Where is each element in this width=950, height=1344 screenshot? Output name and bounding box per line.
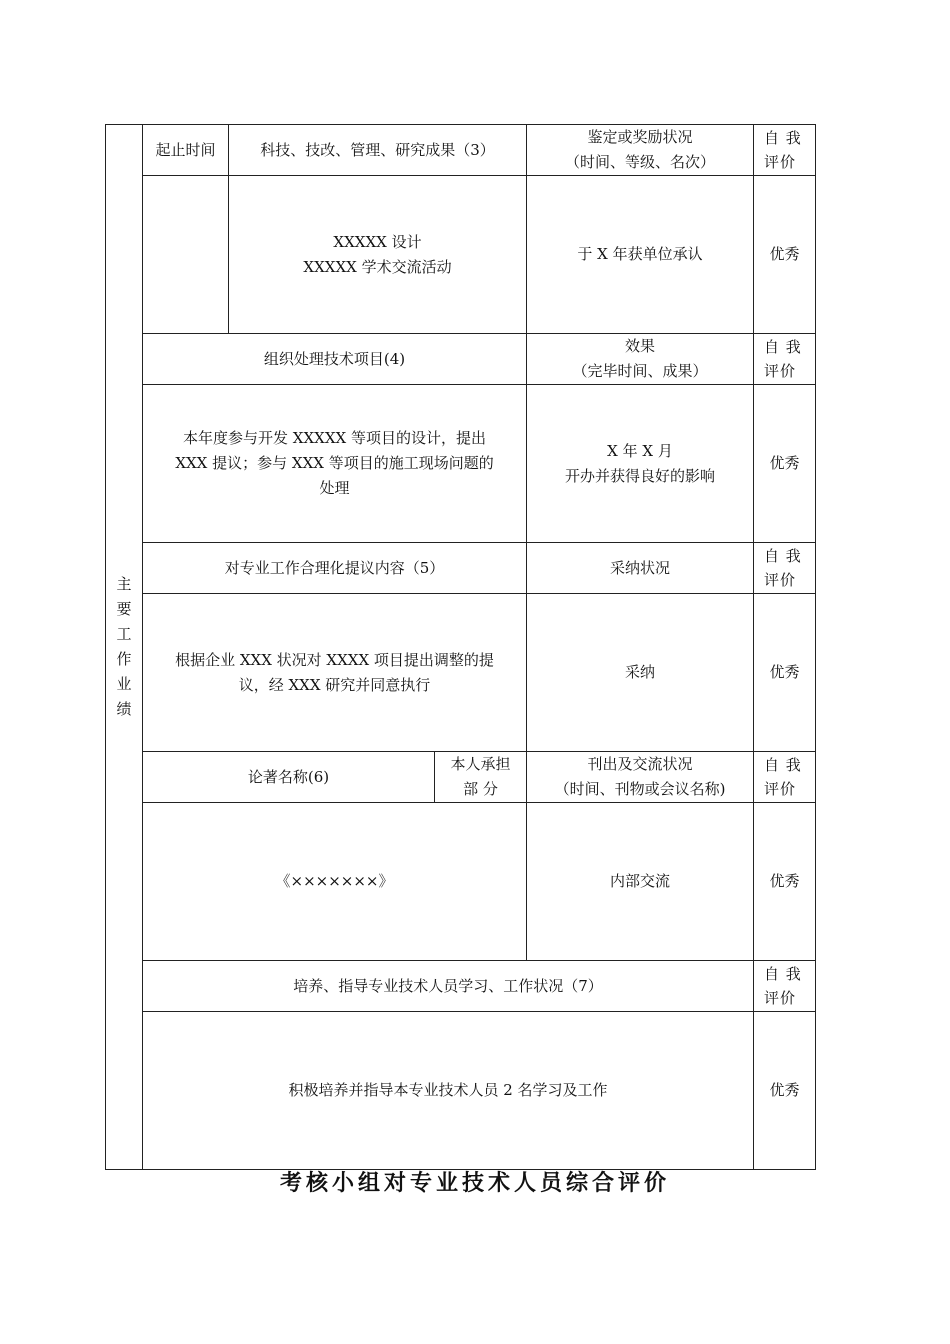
publications-pub-cell: 内部交流 xyxy=(527,803,754,961)
main-work-performance-table xyxy=(105,124,816,1170)
projects-effect-header: 效果 （完毕时间、成果） xyxy=(527,334,754,385)
achievements-eval-cell: 优秀 xyxy=(754,176,816,334)
publications-content-row xyxy=(106,803,816,961)
achievements-content-row xyxy=(106,176,816,334)
period-cell xyxy=(143,176,229,334)
publications-part-header: 本人承担 部 分 xyxy=(435,752,527,803)
proposals-status-header: 采纳状况 xyxy=(527,543,754,594)
col-results-header: 科技、技改、管理、研究成果（3） xyxy=(229,125,527,176)
publications-title-header: 论著名称(6) xyxy=(143,752,435,803)
projects-title-header: 组织处理技术项目(4) xyxy=(143,334,527,385)
col-award-header: 鉴定或奖励状况 （时间、等级、名次） xyxy=(527,125,754,176)
main-work-performance-label: 主 要 工 作 业 绩 xyxy=(106,125,143,1170)
award-cell: 于 X 年获单位承认 xyxy=(527,176,754,334)
self-eval-header: 自 我 评价 xyxy=(754,543,816,594)
proposals-title-header: 对专业工作合理化提议内容（5） xyxy=(143,543,527,594)
col-period-header: 起止时间 xyxy=(143,125,229,176)
training-content-row xyxy=(106,1012,816,1170)
self-eval-header: 自 我 评价 xyxy=(754,752,816,803)
proposals-header-row xyxy=(106,543,816,594)
results-cell: XXXXX 设计 XXXXX 学术交流活动 xyxy=(229,176,527,334)
projects-content-row xyxy=(106,385,816,543)
proposals-eval-cell: 优秀 xyxy=(754,594,816,752)
training-eval-cell: 优秀 xyxy=(754,1012,816,1170)
projects-header-row xyxy=(106,334,816,385)
proposals-status-cell: 采纳 xyxy=(527,594,754,752)
performance-table-sheet xyxy=(105,124,815,1169)
publications-pub-header: 刊出及交流状况 （时间、刊物或会议名称) xyxy=(527,752,754,803)
publications-eval-cell: 优秀 xyxy=(754,803,816,961)
training-text-cell: 积极培养并指导本专业技术人员 2 名学习及工作 xyxy=(143,1012,754,1170)
projects-eval-cell: 优秀 xyxy=(754,385,816,543)
proposals-text-cell: 根据企业 XXX 状况对 XXXX 项目提出调整的提 议，经 XXX 研究并同意执行 xyxy=(143,594,527,752)
projects-text-cell: 本年度参与开发 XXXXX 等项目的设计，提出 XXX 提议；参与 XXX 等项目的施工现场问题的 处理 xyxy=(143,385,527,543)
self-eval-header: 自 我 评价 xyxy=(754,334,816,385)
training-header-row xyxy=(106,961,816,1012)
training-title-header: 培养、指导专业技术人员学习、工作状况（7） xyxy=(143,961,754,1012)
comprehensive-evaluation-title: 考核小组对专业技术人员综合评价 xyxy=(279,1171,670,1196)
projects-effect-cell: X 年 X 月 开办并获得良好的影响 xyxy=(527,385,754,543)
self-eval-header: 自 我 评价 xyxy=(754,125,816,176)
achievements-header-row xyxy=(106,125,816,176)
self-eval-header: 自 我 评价 xyxy=(754,961,816,1012)
publications-title-cell: 《×××××××》 xyxy=(143,803,527,961)
proposals-content-row xyxy=(106,594,816,752)
publications-header-row xyxy=(106,752,816,803)
